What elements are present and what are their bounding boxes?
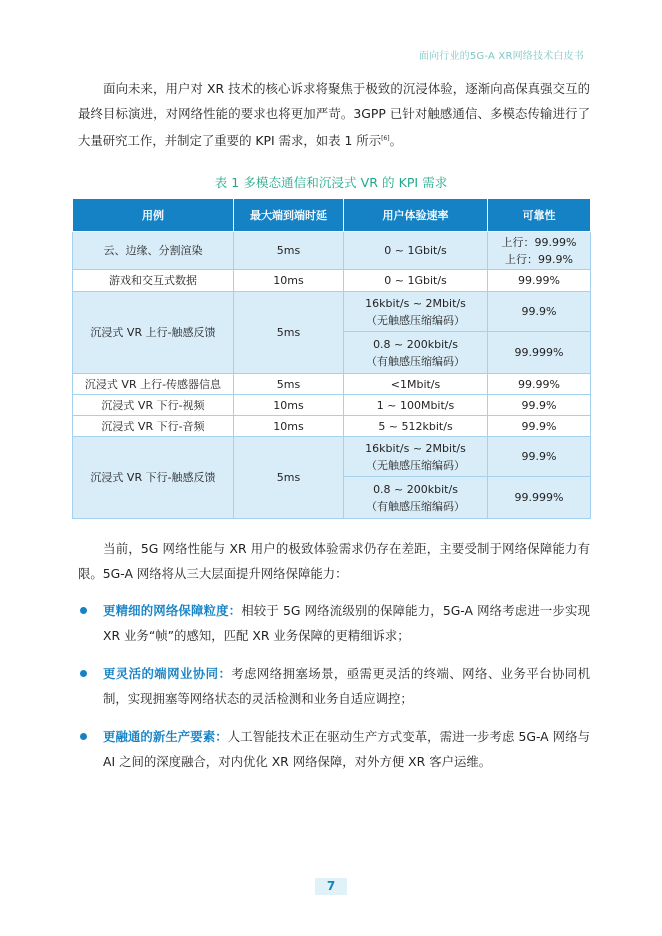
cell-rate xyxy=(344,292,488,332)
cell-use-case: 沉浸式 VR 下行-视频 xyxy=(73,395,234,416)
cell-reliability xyxy=(488,232,591,270)
table-row xyxy=(73,292,591,332)
table-row xyxy=(73,395,591,416)
cell-use-case: 游戏和交互式数据 xyxy=(73,270,234,292)
cell-reliability: 99.999% xyxy=(488,477,591,519)
cell-rate: 1 ~ 100Mbit/s xyxy=(344,395,488,416)
bullet-text: 人工智能技术正在驱动生产方式变革，需进一步考虑 5G-A 网络与 AI 之间的深度融合，对内优化 XR 网络保障，对外方便 XR 客户运维。 xyxy=(103,729,590,769)
cell-latency: 10ms xyxy=(234,395,344,416)
cell-use-case: 沉浸式 VR 上行-触感反馈 xyxy=(73,292,234,374)
header-reliability: 可靠性 xyxy=(488,199,591,232)
cell-rate xyxy=(344,332,488,374)
running-header: 面向行业的5G-A XR网络技术白皮书 xyxy=(418,51,584,62)
bullet-list xyxy=(78,598,590,787)
bullet-title: 更融通的新生产要素： xyxy=(103,729,228,744)
kpi-table xyxy=(72,198,591,519)
cell-latency: 10ms xyxy=(234,270,344,292)
table-header-row xyxy=(73,199,591,232)
table-row xyxy=(73,437,591,477)
header-latency: 最大端到端时延 xyxy=(234,199,344,232)
bullet-title: 更精细的网络保障粒度： xyxy=(103,603,242,618)
bullet-dot-icon xyxy=(80,607,87,614)
intro-paragraph xyxy=(78,76,590,153)
rate-value: 0.8 ~ 200kbit/s xyxy=(373,337,458,351)
cell-rate: 0 ~ 1Gbit/s xyxy=(344,270,488,292)
cell-reliability: 99.99% xyxy=(488,270,591,292)
cell-reliability: 99.99% xyxy=(488,374,591,395)
table-row xyxy=(73,416,591,437)
table-row xyxy=(73,270,591,292)
cell-latency: 5ms xyxy=(234,232,344,270)
cell-reliability: 99.9% xyxy=(488,416,591,437)
cell-use-case: 沉浸式 VR 上行-传感器信息 xyxy=(73,374,234,395)
bullet-title: 更灵活的端网业协同： xyxy=(103,666,232,681)
cell-reliability: 99.9% xyxy=(488,395,591,416)
cell-latency: 5ms xyxy=(234,374,344,395)
page-number: 7 xyxy=(315,878,347,895)
cell-use-case: 沉浸式 VR 下行-音频 xyxy=(73,416,234,437)
list-item xyxy=(78,598,590,648)
table-row xyxy=(73,232,591,270)
cell-reliability: 99.9% xyxy=(488,292,591,332)
list-item xyxy=(78,724,590,774)
header-rate: 用户体验速率 xyxy=(344,199,488,232)
list-item xyxy=(78,661,590,711)
bullet-dot-icon xyxy=(80,733,87,740)
cell-reliability: 99.999% xyxy=(488,332,591,374)
intro-end: 。 xyxy=(389,133,402,149)
header-use-case: 用例 xyxy=(73,199,234,232)
rate-note: （有触感压缩编码） xyxy=(366,499,465,513)
bullet-text: 相较于 5G 网络流级别的保障能力，5G-A 网络考虑进一步实现 XR 业务“帧”的感知，匹配 XR 业务保障的更精细诉求； xyxy=(103,603,591,643)
bullet-text: 考虑网络拥塞场景，亟需更灵活的终端、网络、业务平台协同机制，实现拥塞等网络状态的灵活检测和业务自适应调控； xyxy=(103,666,591,706)
rate-note: （无触感压缩编码） xyxy=(366,313,465,327)
cell-rate: 0 ~ 1Gbit/s xyxy=(344,232,488,270)
table-caption: 表 1 多模态通信和沉浸式 VR 的 KPI 需求 xyxy=(214,175,448,190)
cell-latency: 5ms xyxy=(234,437,344,519)
rate-note: （无触感压缩编码） xyxy=(366,458,465,472)
cell-rate: 5 ~ 512kbit/s xyxy=(344,416,488,437)
cell-rate xyxy=(344,477,488,519)
reliability-line: 上行：99.99% xyxy=(501,235,577,249)
cell-rate xyxy=(344,437,488,477)
intro-text: 面向未来，用户对 XR 技术的核心诉求将聚焦于极致的沉浸体验，逐渐向高保真强交互的最终目标演进，对网络性能的要求也将更加严苛。3GPP 已针对触感通信、多模态传输进行了大量研究工作，并制定了重要的 KPI 需求，如表 1 所示 xyxy=(78,81,590,149)
rate-value: 16kbit/s ~ 2Mbit/s xyxy=(365,296,466,310)
cell-reliability: 99.9% xyxy=(488,437,591,477)
cell-use-case: 云、边缘、分割渲染 xyxy=(73,232,234,270)
rate-value: 16kbit/s ~ 2Mbit/s xyxy=(365,441,466,455)
cell-latency: 10ms xyxy=(234,416,344,437)
reliability-line: 上行：99.9% xyxy=(505,252,573,266)
table-row xyxy=(73,374,591,395)
cell-latency: 5ms xyxy=(234,292,344,374)
cell-use-case: 沉浸式 VR 下行-触感反馈 xyxy=(73,437,234,519)
current-paragraph xyxy=(78,536,590,586)
reference-marker[interactable]: [6] xyxy=(381,135,390,142)
rate-note: （有触感压缩编码） xyxy=(366,354,465,368)
current-text: 当前，5G 网络性能与 XR 用户的极致体验需求仍存在差距，主要受制于网络保障能力有限。5G-A 网络将从三大层面提升网络保障能力： xyxy=(78,541,590,581)
rate-value: 0.8 ~ 200kbit/s xyxy=(373,482,458,496)
bullet-dot-icon xyxy=(80,670,87,677)
cell-rate: <1Mbit/s xyxy=(344,374,488,395)
